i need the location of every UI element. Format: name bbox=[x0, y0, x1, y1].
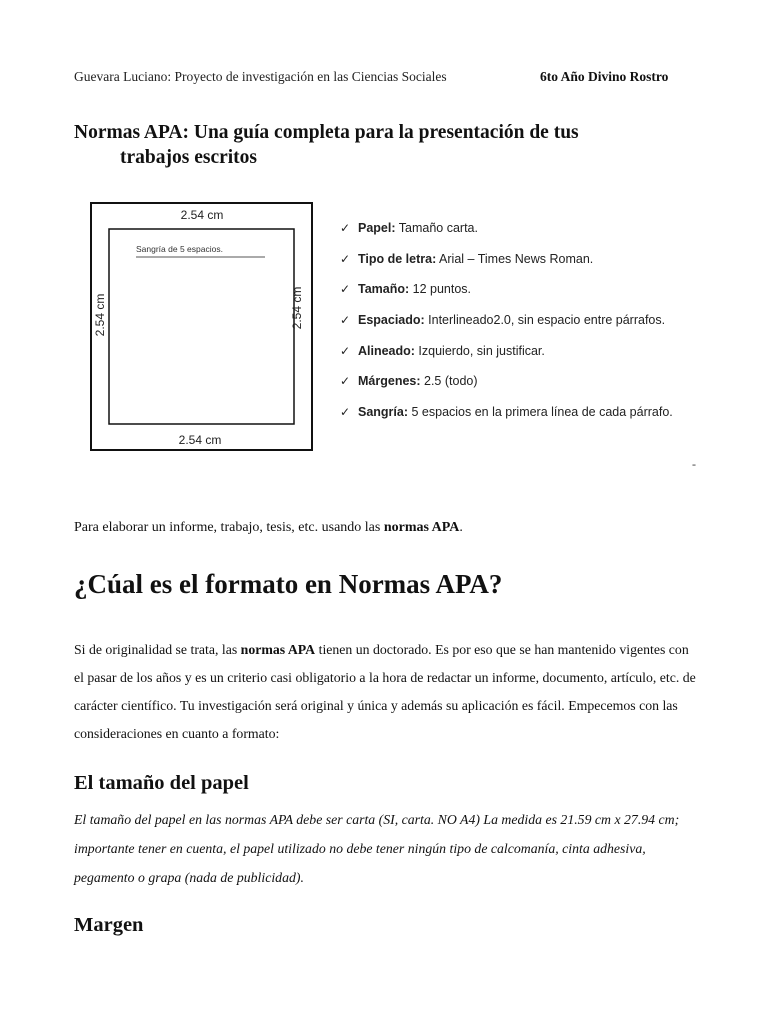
checklist-label: Tipo de letra: bbox=[358, 251, 437, 266]
checklist-item bbox=[340, 374, 673, 405]
body-bold: normas APA bbox=[240, 642, 316, 657]
stray-dash: - bbox=[692, 457, 696, 471]
intro-end: . bbox=[459, 520, 463, 535]
title-line-2: trabajos escritos bbox=[120, 147, 258, 168]
paper-size-heading: El tamaño del papel bbox=[74, 772, 249, 794]
margin-bottom-label: 2.54 cm bbox=[178, 433, 222, 447]
header-left: Guevara Luciano: Proyecto de investigación en las Ciencias Sociales bbox=[74, 69, 447, 84]
checklist-label: Sangría: bbox=[358, 405, 409, 420]
margin-heading: Margen bbox=[74, 914, 144, 936]
checklist-value: 12 puntos. bbox=[409, 282, 472, 297]
checklist-value: Arial – Times News Roman. bbox=[436, 251, 594, 266]
checklist-item bbox=[340, 313, 673, 344]
intro-paragraph bbox=[74, 520, 463, 536]
checklist-value: Interlineado2.0, sin espacio entre párrafos. bbox=[424, 313, 666, 328]
checklist-item bbox=[340, 282, 673, 313]
apa-format-figure bbox=[82, 193, 690, 461]
check-icon: ✓ bbox=[340, 282, 351, 297]
checklist-label: Papel: bbox=[358, 221, 396, 235]
format-checklist bbox=[340, 221, 673, 436]
page-title bbox=[74, 120, 714, 170]
check-icon: ✓ bbox=[340, 343, 351, 358]
checklist-label: Tamaño: bbox=[358, 282, 410, 297]
body-text-rest: tienen un doctorado. Es por eso que se han mantenido vigentes con el pasar de los años y es un criterio casi obligatorio a la hora de redactar un informe, documento, artículo, etc. de carácter científico. Tu investigación será original y única y además su aplicación es fácil. Empecemos con las consideraciones en cuanto a formato: bbox=[74, 642, 696, 741]
body-paragraph bbox=[74, 636, 696, 748]
checklist-item bbox=[340, 252, 673, 283]
checklist-value: Tamaño carta. bbox=[395, 221, 478, 235]
outer-page-border bbox=[91, 203, 312, 450]
checklist-item bbox=[340, 344, 673, 375]
header-right: 6to Año Divino Rostro bbox=[540, 69, 669, 84]
checklist-label: Alineado: bbox=[358, 343, 415, 358]
check-icon: ✓ bbox=[340, 251, 351, 266]
body-text-start: Si de originalidad se trata, las bbox=[74, 642, 241, 657]
checklist-label: Espaciado: bbox=[358, 313, 425, 328]
margin-top-label: 2.54 cm bbox=[180, 208, 224, 222]
intro-bold: normas APA bbox=[383, 520, 460, 535]
checklist-item bbox=[340, 221, 673, 252]
indent-note: Sangría de 5 espacios. bbox=[136, 244, 223, 254]
margin-right-label: 2.54 cm bbox=[290, 286, 304, 330]
checklist-value: 2.5 (todo) bbox=[420, 374, 478, 389]
check-icon: ✓ bbox=[340, 221, 351, 235]
check-icon: ✓ bbox=[340, 405, 351, 420]
checklist-value: Izquierdo, sin justificar. bbox=[414, 343, 545, 358]
paper-size-paragraph: El tamaño del papel en las normas APA debe ser carta (SI, carta. NO A4) La medida es 21.59 cm x 27.94 cm; importante tener en cuenta, el papel utilizado no debe tener ningún tipo de calcomanía, cinta adhesiva, pegamento o grapa (nada de publicidad). bbox=[74, 812, 680, 885]
title-line-1: Normas APA: Una guía completa para la presentación de tus bbox=[74, 122, 579, 143]
check-icon: ✓ bbox=[340, 374, 351, 389]
inner-margin-border bbox=[109, 229, 294, 424]
checklist-value: 5 espacios en la primera línea de cada párrafo. bbox=[408, 405, 673, 420]
checklist-item bbox=[340, 405, 673, 436]
checklist-label: Márgenes: bbox=[358, 374, 421, 389]
margin-left-label: 2.54 cm bbox=[93, 293, 107, 337]
intro-text: Para elaborar un informe, trabajo, tesis, etc. usando las bbox=[74, 520, 384, 535]
check-icon: ✓ bbox=[340, 313, 351, 328]
section-heading: ¿Cúal es el formato en Normas APA? bbox=[74, 569, 503, 599]
